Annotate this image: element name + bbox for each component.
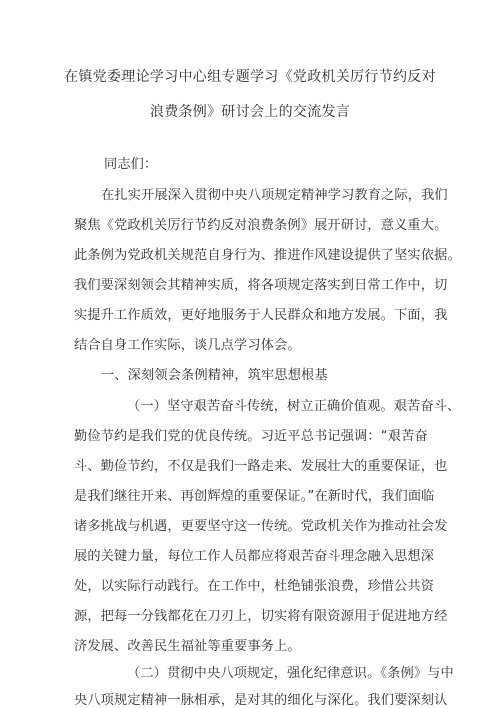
body-line: 此条例为党政机关规范自身行为、推进作风建设提供了坚实依据。 xyxy=(74,248,461,263)
document-title-line-2: 浪费条例》研讨会上的交流发言 xyxy=(149,104,351,120)
salutation: 同志们： xyxy=(104,157,158,172)
body-line: 源，把每一分钱都花在刀刃上，切实将有限资源用于促进地方经 xyxy=(74,609,448,624)
body-line: 在扎实开展深入贯彻中央八项规定精神学习教育之际，我们 xyxy=(101,188,448,203)
body-line: 央八项规定精神一脉相承，是对其的细化与深化。我们要深刻认 xyxy=(74,693,448,708)
body-line: 勤俭节约是我们党的优良传统。习近平总书记强调：“艰苦奋 xyxy=(74,429,428,444)
subsection-heading: （二）贯彻中央八项规定，强化纪律意识。《条例》与中 xyxy=(127,666,454,681)
body-line: 斗、勤俭节约，不仅是我们一路走来、发展壮大的重要保证，也 xyxy=(74,459,448,474)
body-line: 我们要深刻领会其精神实质，将各项规定落实到日常工作中，切 xyxy=(74,278,448,293)
body-line: 展的关键力量，每位工作人员都应将艰苦奋斗理念融入思想深 xyxy=(74,549,435,564)
document-title-line-1: 在镇党委理论学习中心组专题学习《党政机关厉行节约反对 xyxy=(64,69,436,85)
subsection-heading: （一）坚守艰苦奋斗传统，树立正确价值观。艰苦奋斗、 xyxy=(127,399,461,414)
body-line: 诸多挑战与机遇，更要坚守这一传统。党政机关作为推动社会发 xyxy=(74,519,448,534)
body-line: 处，以实际行动践行。在工作中，杜绝铺张浪费，珍惜公共资 xyxy=(74,579,435,594)
body-line: 实提升工作质效，更好地服务于人民群众和地方发展。下面，我 xyxy=(74,308,448,323)
body-line: 是我们继往开来、再创辉煌的重要保证。”在新时代，我们面临 xyxy=(74,489,435,504)
body-line: 聚焦《党政机关厉行节约反对浪费条例》展开研讨，意义重大。 xyxy=(74,218,448,233)
body-line: 济发展、改善民生福祉等重要事务上。 xyxy=(74,639,301,654)
body-line: 结合自身工作实际，谈几点学习体会。 xyxy=(74,338,301,353)
section-heading: 一、深刻领会条例精神，筑牢思想根基 xyxy=(101,368,328,383)
